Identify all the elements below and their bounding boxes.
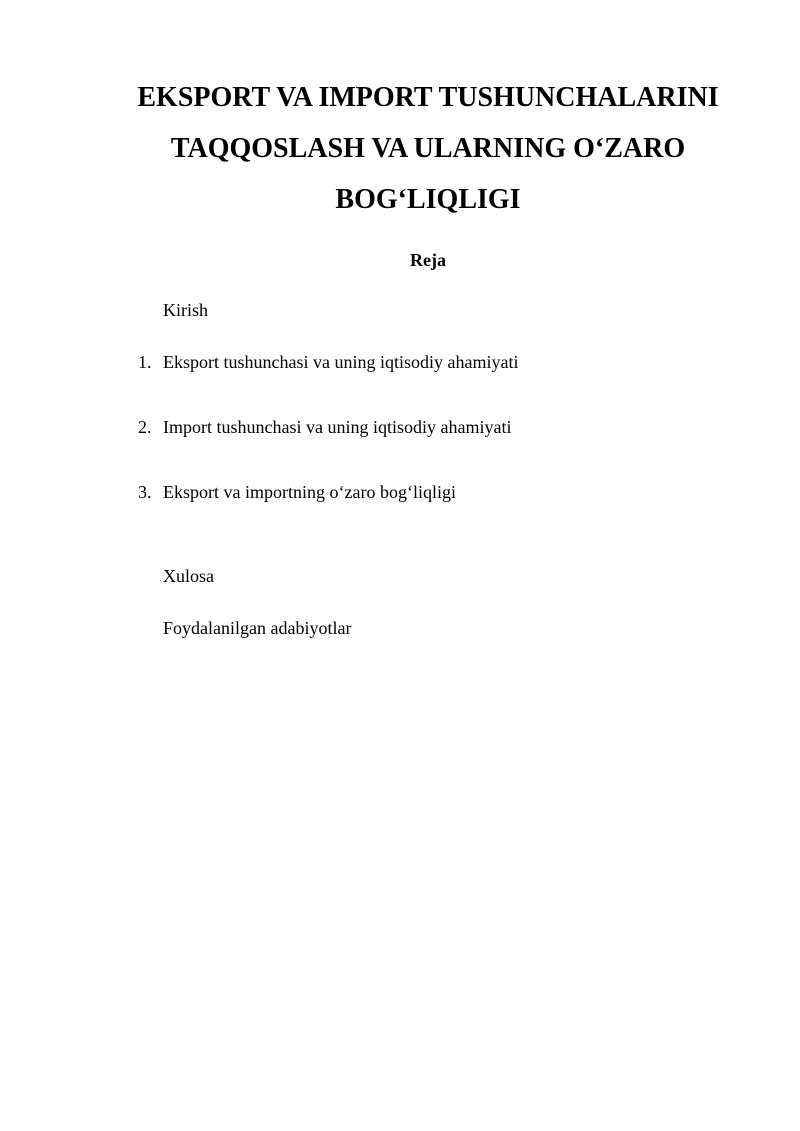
list-item-number-1: 1.: [138, 352, 152, 372]
document-title: [100, 72, 756, 225]
intro-item: Kirish: [163, 300, 208, 320]
references-item: Foydalanilgan adabiyotlar: [163, 618, 352, 638]
title-line-1: EKSPORT VA IMPORT TUSHUNCHALARINI: [137, 82, 719, 113]
list-item-text-1: Eksport tushunchasi va uning iqtisodiy ahamiyati: [163, 352, 519, 372]
title-line-3: BOG‘LIQLIGI: [335, 184, 521, 215]
title-line-2: TAQQOSLASH VA ULARNING O‘ZARO: [170, 133, 686, 164]
conclusion-item: Xulosa: [163, 566, 214, 586]
list-item-text-2: Import tushunchasi va uning iqtisodiy ahamiyati: [163, 417, 512, 437]
plan-heading: Reja: [410, 250, 446, 270]
list-item-number-2: 2.: [138, 417, 152, 437]
list-item-text-3: Eksport va importning o‘zaro bog‘liqligi: [163, 482, 456, 502]
list-item-number-3: 3.: [138, 482, 152, 502]
